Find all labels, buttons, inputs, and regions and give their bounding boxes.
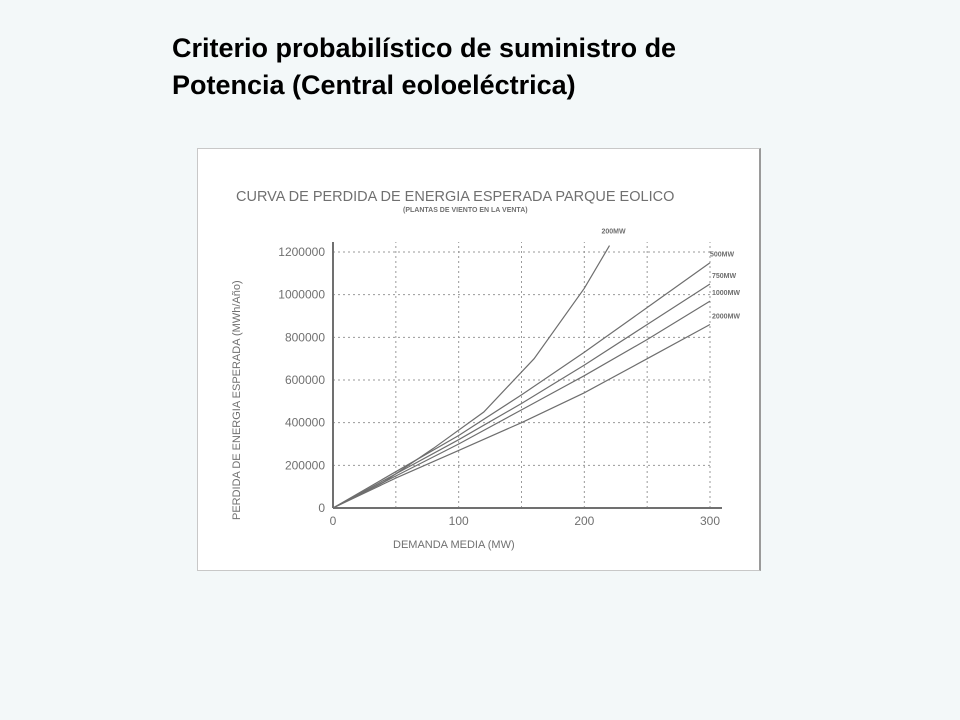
chart-title: CURVA DE PERDIDA DE ENERGIA ESPERADA PARQUE EOLICO [236, 189, 675, 205]
slide-title [172, 30, 872, 104]
y-tick-label: 800000 [284, 330, 325, 345]
axes [333, 242, 722, 508]
slide-title-line-2: Potencia (Central eoloeléctrica) [172, 70, 576, 100]
chart-subtitle: (PLANTAS DE VIENTO EN LA VENTA) [403, 207, 528, 214]
series-label: 200MW [601, 228, 626, 236]
y-tick-label: 1000000 [278, 287, 325, 302]
series-label: 750MW [712, 273, 737, 280]
y-tick-label: 400000 [284, 415, 325, 430]
series-label: 2000MW [712, 313, 741, 321]
series-label: 500MW [710, 251, 735, 259]
x-tick-label: 100 [448, 514, 469, 528]
chart-figure [197, 148, 761, 571]
series-label: 1000MW [712, 290, 741, 298]
y-tick-label: 1200000 [278, 245, 325, 259]
y-tick-label: 200000 [284, 458, 325, 473]
tick-labels [278, 245, 720, 528]
grid [333, 242, 710, 508]
slide-title-line-1: Criterio probabilístico de suministro de [172, 33, 677, 63]
y-tick-label: 600000 [284, 373, 325, 387]
x-tick-label: 300 [699, 514, 721, 528]
y-tick-label: 0 [318, 501, 325, 515]
series-line [333, 246, 610, 508]
x-tick-label: 0 [329, 514, 337, 528]
series-lines [333, 229, 740, 508]
x-axis-label: DEMANDA MEDIA (MW) [393, 539, 515, 551]
line-chart [198, 149, 758, 569]
y-axis-label: PERDIDA DE ENERGIA ESPERADA (MWh/Año) [231, 280, 243, 520]
x-tick-label: 200 [574, 514, 595, 528]
